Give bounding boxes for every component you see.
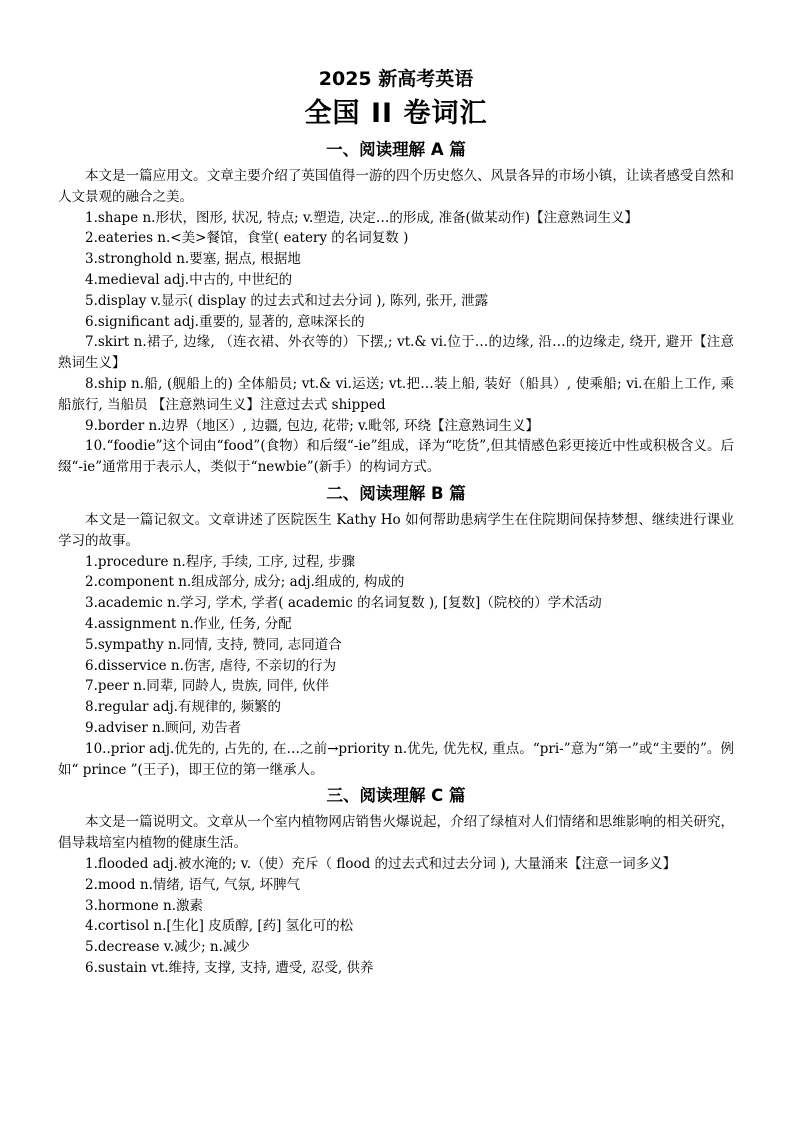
- vocab-item: 3.academic n.学习, 学术, 学者( academic 的名词复数 ), [复数]（院校的）学术活动: [85, 595, 602, 612]
- section-reading-b: [58, 482, 734, 780]
- vocab-item: 3.hormone n.激素: [85, 897, 204, 914]
- vocab-item: 5.decrease v.减少; n.减少: [85, 939, 250, 956]
- document-subtitle: 2025 新高考英语: [318, 68, 474, 90]
- vocab-item: 6.disservice n.伤害, 虐待, 不亲切的行为: [85, 657, 337, 674]
- vocab-item: 3.stronghold n.要塞, 据点, 根据地: [85, 251, 301, 268]
- vocab-item: 2.eateries n.<美>餐馆，食堂( eatery 的名词复数 ): [85, 230, 409, 247]
- vocab-item: 5.sympathy n.同情, 支持, 赞同, 志同道合: [85, 636, 342, 653]
- vocab-item: 9.adviser n.顾问, 劝告者: [85, 719, 242, 736]
- vocab-item: 6.sustain vt.维持, 支撑, 支持, 遭受, 忍受, 供养: [85, 959, 374, 976]
- section-intro: 本文是一篇应用文。文章主要介绍了英国值得一游的四个历史悠久、风景各异的市场小镇，让读者感受自然和人文景观的融合之美。: [58, 168, 734, 205]
- vocab-item: 1.flooded adj.被水淹的; v.（使）充斥（ flood 的过去式和过去分词 ), 大量涌来【注意一词多义】: [85, 855, 677, 872]
- vocab-item: 5.display v.显示( display 的过去式和过去分词 ), 陈列, 张开, 泄露: [85, 292, 489, 309]
- vocab-item: 1.procedure n.程序, 手续, 工序, 过程, 步骤: [85, 553, 356, 570]
- section-intro: 本文是一篇说明文。文章从一个室内植物网店销售火爆说起，介绍了绿植对人们情绪和思维影响的相关研究，倡导栽培室内植物的健康生活。: [58, 814, 734, 852]
- vocab-item: 1.shape n.形状，图形, 状况, 特点; v.塑造, 决定…的形成, 准备(做某动作)【注意熟词生义】: [85, 209, 638, 226]
- section-title: 二、阅读理解 B 篇: [326, 483, 466, 503]
- vocab-item: 4.assignment n.作业, 任务, 分配: [85, 615, 292, 632]
- vocab-item: 6.significant adj.重要的, 显著的, 意味深长的: [85, 313, 365, 330]
- section-title: 三、阅读理解 C 篇: [326, 786, 466, 806]
- vocab-item: 8.ship n.船, (舰船上的) 全体船员; vt.& vi.运送; vt.把…装上船, 装好（船具）, 使乘船; vi.在船上工作, 乘船旅行, 当船员 【注意熟词生义】注意过去式 shipped: [58, 375, 734, 413]
- vocab-item: 2.component n.组成部分, 成分; adj.组成的, 构成的: [85, 574, 405, 591]
- vocab-item: 4.cortisol n.[生化] 皮质醇, [药] 氢化可的松: [85, 918, 354, 935]
- vocab-item: 7.skirt n.裙子, 边缘, （连衣裙、外衣等的）下摆,; vt.& vi.位于…的边缘, 沿…的边缘走, 绕开, 避开【注意熟词生义】: [58, 334, 734, 372]
- vocab-item: 9.border n.边界（地区）, 边疆, 包边, 花带; v.毗邻, 环绕【注意熟词生义】: [85, 417, 539, 434]
- section-title: 一、阅读理解 A 篇: [326, 140, 466, 159]
- vocab-item: 2.mood n.情绪, 语气, 气氛, 坏脾气: [85, 876, 301, 893]
- vocab-item: 7.peer n.同辈, 同龄人, 贵族, 同伴, 伙伴: [85, 678, 330, 695]
- section-reading-c: [58, 784, 734, 978]
- vocab-item: 4.medieval adj.中古的, 中世纪的: [85, 271, 293, 288]
- section-intro: 本文是一篇记叙文。文章讲述了医院医生 Kathy Ho 如何帮助患病学生在住院期间保持梦想、继续进行课业学习的故事。: [58, 511, 734, 549]
- vocab-item: 10..prior adj.优先的, 占先的, 在…之前→priority n.优先, 优先权, 重点。“pri-”意为“第一”或“主要的”。例如“ prince ”(王子)，即王位的第一继承人。: [58, 740, 734, 778]
- section-reading-a: [58, 138, 734, 478]
- document-title: 全国 II 卷词汇: [304, 98, 488, 129]
- vocab-item: 8.regular adj.有规律的, 频繁的: [85, 699, 282, 716]
- vocab-item: 10.“foodie”这个词由“food”(食物）和后缀“-ie”组成，译为“吃货”,但其情感色彩更接近中性或积极含义。后缀“-ie”通常用于表示人，类似于“newbie”(新手）的构词方式。: [58, 438, 734, 476]
